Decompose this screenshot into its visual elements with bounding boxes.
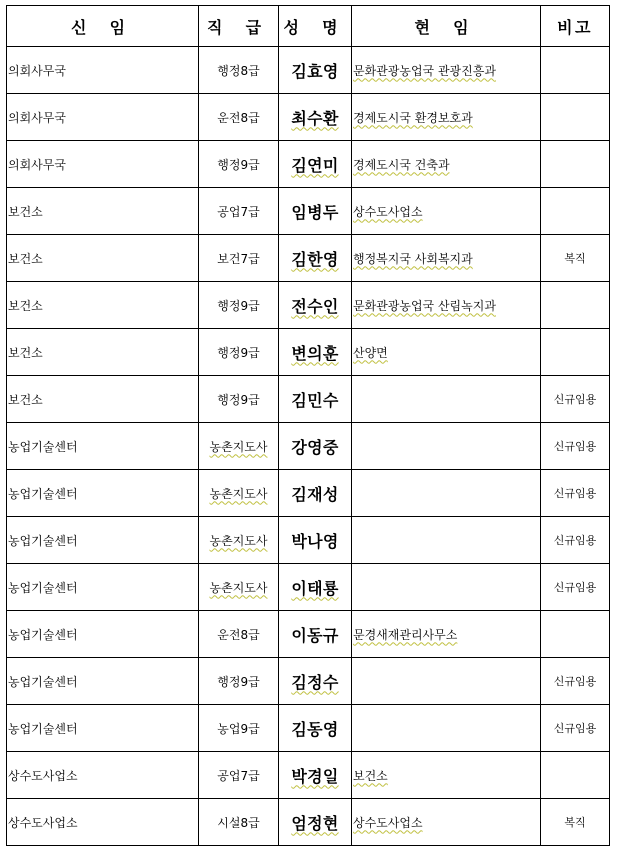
table-row [7, 752, 610, 799]
cell-grade-text: 농촌지도사 [209, 439, 268, 454]
table-row [7, 705, 610, 752]
cell-note [541, 235, 610, 282]
cell-name-text: 최수환 [291, 108, 339, 128]
cell-new-post-text: 농업기술센터 [8, 674, 78, 689]
cell-note-text: 신규임용 [553, 440, 597, 453]
table-row [7, 141, 610, 188]
cell-note-text: 신규임용 [553, 487, 597, 500]
cell-grade [199, 752, 279, 799]
cell-name [279, 564, 352, 611]
table-row [7, 470, 610, 517]
cell-grade [199, 47, 279, 94]
cell-name-text: 이동규 [291, 625, 339, 645]
cell-new-post-text: 보건소 [8, 204, 43, 219]
cell-current-post [352, 94, 541, 141]
header-row [7, 6, 610, 47]
cell-name-text: 박경일 [291, 766, 339, 786]
cell-note [541, 282, 610, 329]
cell-name-text: 변의훈 [291, 343, 339, 363]
cell-current-post [352, 235, 541, 282]
cell-current-post [352, 47, 541, 94]
cell-grade-text: 보건7급 [217, 251, 260, 266]
cell-new-post [7, 141, 199, 188]
cell-grade [199, 705, 279, 752]
cell-note [541, 611, 610, 658]
cell-name [279, 517, 352, 564]
cell-new-post [7, 235, 199, 282]
cell-current-post [352, 564, 541, 611]
cell-new-post [7, 329, 199, 376]
cell-note-text: 신규임용 [553, 722, 597, 735]
cell-current-post [352, 282, 541, 329]
cell-current-post [352, 423, 541, 470]
cell-name [279, 611, 352, 658]
cell-note [541, 141, 610, 188]
cell-name [279, 94, 352, 141]
cell-name [279, 799, 352, 846]
cell-grade-text: 시설8급 [217, 815, 260, 830]
cell-note [541, 658, 610, 705]
header-name: 성 명 [279, 6, 352, 47]
cell-grade-text: 행정9급 [217, 345, 260, 360]
cell-grade [199, 282, 279, 329]
cell-note [541, 47, 610, 94]
cell-current-post-text: 문화관광농업국 산림녹지과 [353, 298, 496, 313]
cell-note [541, 564, 610, 611]
cell-current-post [352, 799, 541, 846]
cell-name-text: 전수인 [291, 296, 339, 316]
cell-new-post [7, 705, 199, 752]
cell-name-text: 김재성 [291, 484, 339, 504]
cell-grade-text: 공업7급 [217, 768, 260, 783]
cell-note [541, 517, 610, 564]
header-grade: 직 급 [199, 6, 279, 47]
cell-new-post-text: 농업기술센터 [8, 486, 78, 501]
table-row [7, 564, 610, 611]
cell-grade [199, 235, 279, 282]
cell-current-post [352, 611, 541, 658]
cell-new-post [7, 517, 199, 564]
cell-current-post [352, 470, 541, 517]
cell-name-text: 김연미 [291, 155, 339, 175]
cell-new-post-text: 의회사무국 [8, 110, 66, 125]
cell-grade-text: 농촌지도사 [209, 580, 268, 595]
cell-current-post-text: 경제도시국 환경보호과 [353, 110, 473, 125]
table-row [7, 517, 610, 564]
table-row [7, 188, 610, 235]
cell-new-post [7, 94, 199, 141]
cell-name-text: 김민수 [291, 390, 339, 410]
cell-note [541, 752, 610, 799]
cell-current-post [352, 658, 541, 705]
cell-name [279, 376, 352, 423]
cell-new-post-text: 보건소 [8, 298, 43, 313]
cell-new-post [7, 423, 199, 470]
cell-current-post [352, 752, 541, 799]
cell-note-text: 복직 [564, 252, 586, 265]
cell-grade-text: 농촌지도사 [209, 533, 268, 548]
cell-grade [199, 658, 279, 705]
cell-name-text: 강영중 [291, 437, 339, 457]
cell-new-post-text: 농업기술센터 [8, 627, 78, 642]
cell-note [541, 705, 610, 752]
cell-grade-text: 운전8급 [217, 627, 260, 642]
table-row [7, 423, 610, 470]
cell-new-post [7, 564, 199, 611]
cell-current-post [352, 705, 541, 752]
cell-name-text: 임병두 [291, 202, 339, 222]
cell-name [279, 188, 352, 235]
cell-name [279, 470, 352, 517]
cell-current-post-text: 상수도사업소 [353, 815, 423, 830]
cell-new-post [7, 188, 199, 235]
cell-new-post-text: 의회사무국 [8, 63, 66, 78]
cell-grade [199, 94, 279, 141]
cell-new-post-text: 농업기술센터 [8, 721, 78, 736]
cell-grade [199, 329, 279, 376]
cell-new-post [7, 799, 199, 846]
cell-name [279, 282, 352, 329]
cell-new-post-text: 보건소 [8, 251, 43, 266]
cell-current-post-text: 상수도사업소 [353, 204, 423, 219]
cell-new-post [7, 47, 199, 94]
cell-current-post-text: 행정복지국 사회복지과 [353, 251, 473, 266]
cell-new-post [7, 752, 199, 799]
cell-new-post-text: 보건소 [8, 345, 43, 360]
cell-new-post [7, 611, 199, 658]
cell-new-post-text: 상수도사업소 [8, 768, 78, 783]
table-row [7, 329, 610, 376]
cell-grade-text: 행정9급 [217, 392, 260, 407]
cell-grade-text: 행정8급 [217, 63, 260, 78]
cell-new-post-text: 의회사무국 [8, 157, 66, 172]
cell-grade [199, 188, 279, 235]
cell-note [541, 188, 610, 235]
cell-current-post-text: 보건소 [353, 768, 388, 783]
table-row [7, 94, 610, 141]
cell-grade-text: 행정9급 [217, 157, 260, 172]
cell-name [279, 141, 352, 188]
cell-note [541, 329, 610, 376]
cell-current-post [352, 188, 541, 235]
cell-note-text: 신규임용 [553, 534, 597, 547]
table-row [7, 611, 610, 658]
cell-name [279, 235, 352, 282]
header-note: 비고 [541, 6, 610, 47]
cell-current-post-text: 문화관광농업국 관광진흥과 [353, 63, 496, 78]
cell-new-post [7, 658, 199, 705]
cell-note [541, 470, 610, 517]
table-row [7, 235, 610, 282]
cell-note [541, 376, 610, 423]
table-row [7, 282, 610, 329]
cell-name [279, 423, 352, 470]
cell-current-post-text: 산양면 [353, 345, 388, 360]
table-row [7, 47, 610, 94]
personnel-table [6, 5, 610, 846]
cell-grade-text: 공업7급 [217, 204, 260, 219]
cell-current-post [352, 329, 541, 376]
cell-grade-text: 농업9급 [217, 721, 260, 736]
cell-grade [199, 376, 279, 423]
table-row [7, 376, 610, 423]
cell-new-post-text: 농업기술센터 [8, 439, 78, 454]
header-new-post: 신 임 [7, 6, 199, 47]
cell-grade-text: 행정9급 [217, 674, 260, 689]
cell-name-text: 김효영 [291, 61, 339, 81]
cell-new-post [7, 470, 199, 517]
cell-name-text: 김정수 [291, 672, 339, 692]
cell-name-text: 엄정현 [291, 813, 339, 833]
cell-grade [199, 564, 279, 611]
cell-note [541, 799, 610, 846]
cell-name [279, 329, 352, 376]
cell-grade [199, 517, 279, 564]
cell-name [279, 705, 352, 752]
cell-new-post-text: 상수도사업소 [8, 815, 78, 830]
table-row [7, 658, 610, 705]
cell-note [541, 94, 610, 141]
cell-grade [199, 423, 279, 470]
cell-new-post-text: 보건소 [8, 392, 43, 407]
cell-grade-text: 행정9급 [217, 298, 260, 313]
cell-name-text: 이태룡 [291, 578, 339, 598]
cell-note-text: 신규임용 [553, 393, 597, 406]
cell-grade [199, 470, 279, 517]
cell-grade [199, 611, 279, 658]
cell-note-text: 복직 [564, 816, 586, 829]
header-current-post: 현 임 [352, 6, 541, 47]
cell-new-post [7, 376, 199, 423]
cell-name [279, 47, 352, 94]
cell-current-post-text: 문경새재관리사무소 [353, 627, 458, 642]
cell-new-post [7, 282, 199, 329]
cell-new-post-text: 농업기술센터 [8, 580, 78, 595]
cell-new-post-text: 농업기술센터 [8, 533, 78, 548]
cell-note [541, 423, 610, 470]
cell-name-text: 박나영 [291, 531, 339, 551]
cell-grade [199, 799, 279, 846]
cell-note-text: 신규임용 [553, 581, 597, 594]
cell-current-post [352, 376, 541, 423]
cell-current-post [352, 517, 541, 564]
cell-name-text: 김동영 [291, 719, 339, 739]
cell-name [279, 752, 352, 799]
cell-name-text: 김한영 [291, 249, 339, 269]
cell-grade-text: 농촌지도사 [209, 486, 268, 501]
cell-grade-text: 운전8급 [217, 110, 260, 125]
cell-current-post [352, 141, 541, 188]
cell-note-text: 신규임용 [553, 675, 597, 688]
cell-name [279, 658, 352, 705]
cell-current-post-text: 경제도시국 건축과 [353, 157, 450, 172]
table-row [7, 799, 610, 846]
cell-grade [199, 141, 279, 188]
